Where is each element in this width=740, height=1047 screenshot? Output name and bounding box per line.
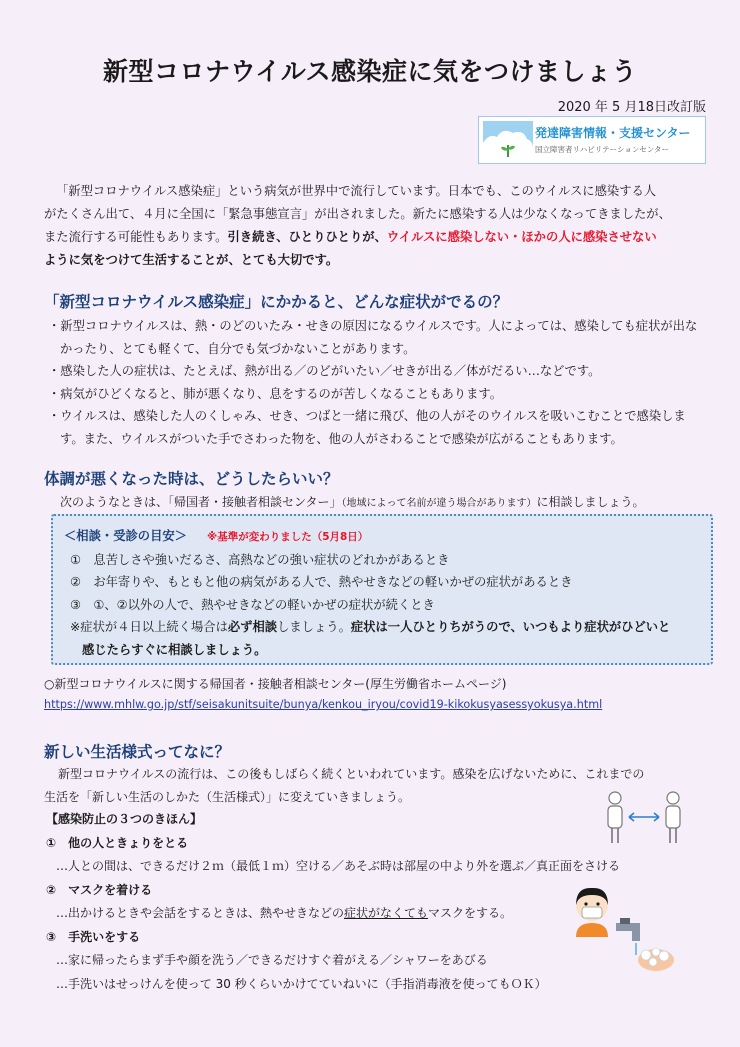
mask-person-icon: [568, 883, 616, 939]
lead-text: に相談しましょう。: [536, 495, 645, 509]
list-item: ・感染した人の症状は、たとえば、熱が出る／のどがいたい／せきが出る／体がだるい…などです。: [48, 364, 601, 378]
note-emphasis: 必ず相談: [227, 620, 278, 634]
basic-item-title: ② マスクを着ける: [46, 882, 153, 897]
list-item: ③ ①、②以外の人で、熱やせきなどの軽いかぜの症状が続くとき: [70, 597, 435, 612]
basic-item-desc: …人との間は、できるだけ２ｍ（最低１ｍ）空ける／あそぶ時は部屋の中より外を選ぶ／真正面をさける: [56, 859, 621, 873]
desc-text: …出かけるときや会話をするときは、熱やせきなどの: [56, 906, 345, 920]
list-item: ② お年寄りや、もともと他の病気がある人で、熱やせきなどの軽いかぜの症状があるとき: [70, 575, 573, 589]
desc-text: をする。: [464, 906, 513, 920]
basic-item-desc: …手洗いはせっけんを使って 30 秒くらいかけてていねいに（手指消毒液を使ってもＯＫ）: [56, 976, 547, 991]
box-header: [64, 525, 704, 549]
lifestyle-line: 生活を「新しい生活のしかた（生活様式）」に変えていきましょう。: [44, 790, 411, 804]
basic-item-desc: …家に帰ったらまず手や顔を洗う／できるだけすぐ着がえる／シャワーをあびる: [56, 953, 488, 967]
lifestyle-line: 新型コロナウイルスの流行は、この後もしばらく続くといわれています。感染を広げないために、これまでの: [58, 767, 645, 781]
page-title: 新型コロナウイルス感染症に気をつけましょう: [102, 57, 637, 86]
revision-date: 2020 年 5 月18日改訂版: [557, 100, 706, 115]
intro-line: ように気をつけて生活することが、とても大切です。: [44, 253, 339, 267]
logo-org-name: 発達障害情報・支援センター: [535, 126, 691, 140]
consult-note-cont: 感じたらすぐに相談しましょう。: [82, 642, 267, 657]
lead-text: 次のようなときは、「帰国者・接触者相談センター」: [60, 495, 342, 509]
logo-org-sub: 国立障害者リハビリテーションセンター: [535, 145, 670, 154]
desc-text: マスク: [428, 906, 465, 920]
list-item: ① 息苦しさや強いだるさ、高熱などの強い症状のどれかがあるとき: [70, 552, 450, 567]
lifestyle-heading: 新しい生活様式ってなに？: [44, 743, 231, 761]
note-text: ※症状が４日以上続く場合は: [70, 620, 228, 634]
desc-underline: 症状がなくても: [344, 906, 429, 920]
symptoms-list: [48, 315, 708, 450]
basic-item-title: ① 他の人ときょりをとる: [46, 835, 189, 850]
social-distance-icon: [603, 788, 685, 846]
note-emphasis: 症状は一人ひとりちがうので、いつもより症状がひどいと: [350, 620, 671, 634]
note-text: しましょう。: [277, 620, 351, 634]
intro-red-emphasis: ウイルスに感染しない・ほかの人に感染させない: [386, 230, 657, 244]
criteria-changed-note: ※基準が変わりました（5月8日）: [206, 531, 369, 543]
mhlw-link[interactable]: https://www.mhlw.go.jp/stf/seisakunitsuite/bunya/kenkou_iryou/covid19-kikokusyasessyokusya.html: [44, 698, 603, 711]
intro-paragraph: [44, 180, 704, 272]
box-title: ＜相談・受診の目安＞: [64, 529, 187, 543]
list-item: ・新型コロナウイルスは、熱・のどのいたみ・せきの原因になるウイルスです。人によっては、感染しても症状が出なかったり、とても軽くて、自分でも気づかないことがあります。: [48, 319, 698, 356]
intro-text: また流行する可能性もあります。: [44, 230, 228, 244]
basic-item-title: ③ 手洗いをする: [46, 929, 141, 944]
handwash-icon: [612, 915, 682, 977]
intro-emphasis: 引き続き、ひとりひとりが、: [227, 230, 387, 244]
consult-lead: [60, 491, 720, 515]
lead-note: （地域によって名前が違う場合があります）: [341, 498, 537, 509]
intro-line: [44, 226, 704, 249]
symptoms-heading: 「新型コロナウイルス感染症」にかかると、どんな症状がでるの？: [44, 293, 509, 311]
basics-heading: 【感染防止の３つのきほん】: [46, 812, 203, 826]
intro-line: 「新型コロナウイルス感染症」という病気が世界中で流行しています。日本でも、このウイルスに感染する人: [56, 184, 657, 198]
consult-heading: 体調が悪くなった時は、どうしたらいい？: [44, 470, 339, 488]
tree-logo-icon: [483, 121, 533, 159]
center-label: ○新型コロナウイルスに関する帰国者・接触者相談センター(厚生労働省ホームページ): [44, 677, 507, 691]
consult-note: [64, 616, 704, 639]
list-item: ・ウイルスは、感染した人のくしゃみ、せき、つばと一緒に飛び、他の人がそのウイルスを吸いこむことで感染します。また、ウイルスがついた手でさわった物を、他の人がさわることで感染が広がることもあります。: [48, 409, 686, 446]
org-logo: [478, 116, 706, 164]
list-item: ・病気がひどくなると、肺が悪くなり、息をするのが苦しくなることもあります。: [48, 386, 503, 401]
intro-line: がたくさん出て、４月に全国に「緊急事態宣言」が出されました。新たに感染する人は少なくなってきましたが、: [44, 207, 671, 221]
consult-criteria-box: [51, 514, 713, 665]
